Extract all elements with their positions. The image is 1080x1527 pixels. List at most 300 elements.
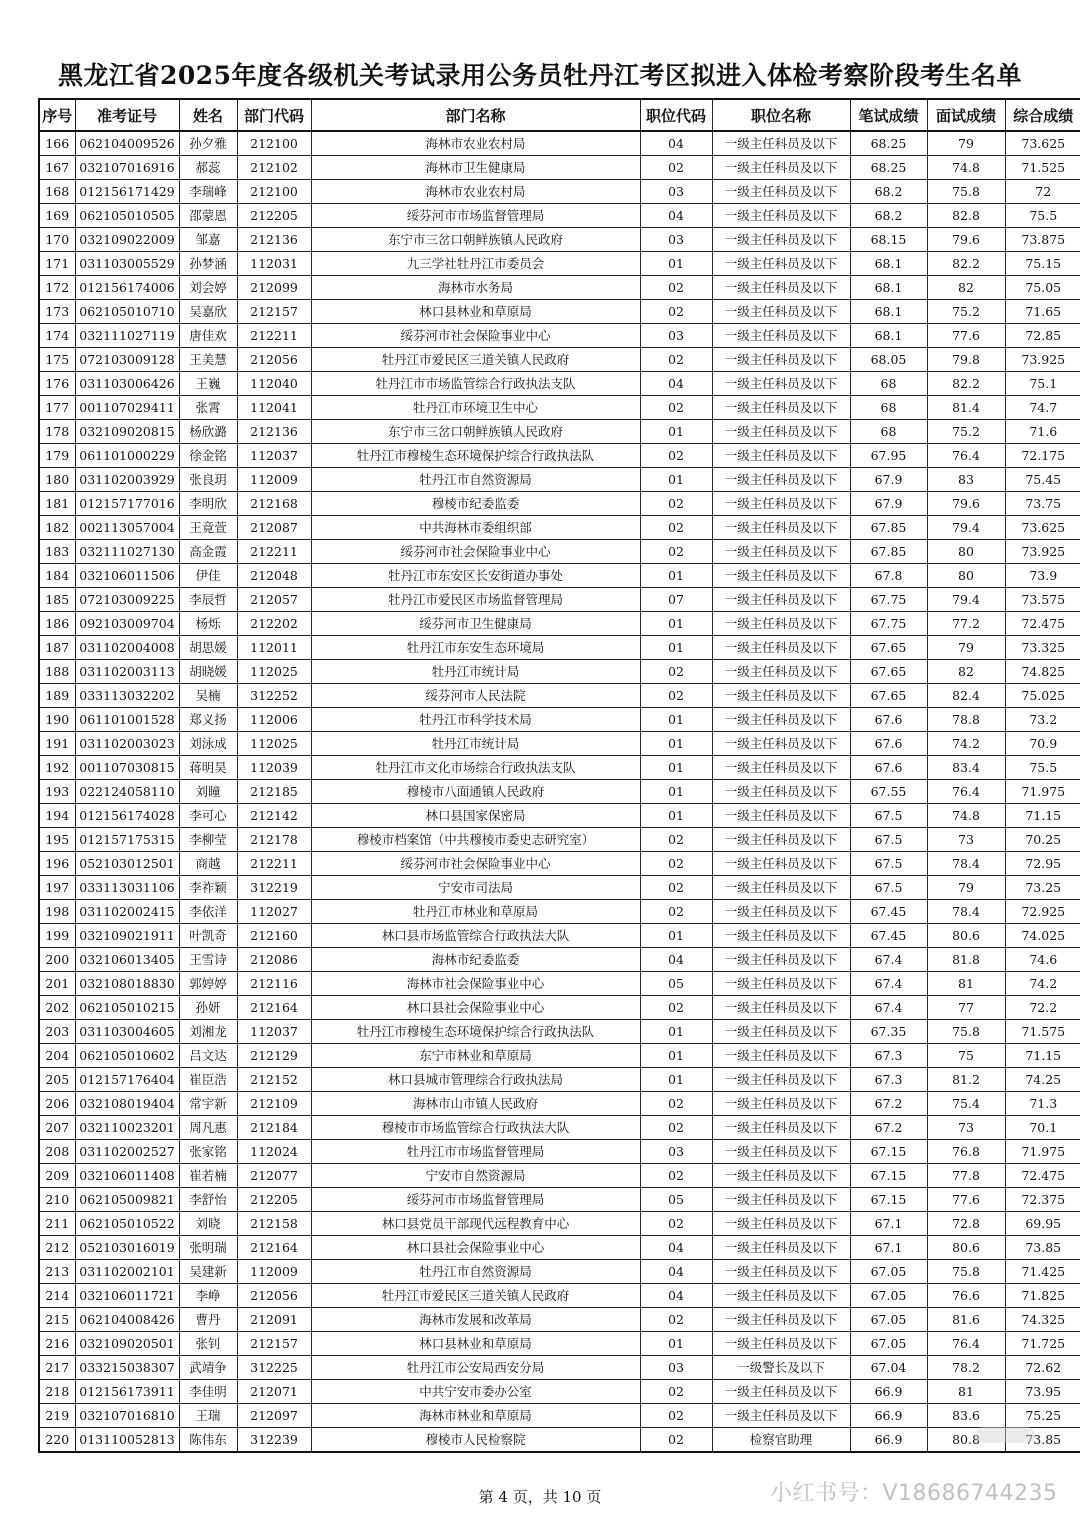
cell-col-total: 73.85: [1005, 1428, 1080, 1453]
cell-col-total: 75.15: [1005, 252, 1080, 276]
table-row: [39, 1356, 1080, 1380]
cell-col-dept-code: 112040: [237, 372, 311, 396]
cell-col-name: 武靖争: [179, 1356, 237, 1380]
cell-col-total: 73.925: [1005, 540, 1080, 564]
cell-col-total: 70.1: [1005, 1116, 1080, 1140]
cell-col-total: 74.2: [1005, 972, 1080, 996]
cell-col-post-code: 01: [640, 780, 712, 804]
cell-col-dept-name: 东宁市三岔口朝鲜族镇人民政府: [311, 420, 640, 444]
cell-col-seq: 210: [39, 1188, 75, 1212]
table-row: [39, 1284, 1080, 1308]
cell-col-written: 66.9: [850, 1428, 927, 1453]
table-row: [39, 252, 1080, 276]
cell-col-total: 71.425: [1005, 1260, 1080, 1284]
cell-col-seq: 193: [39, 780, 75, 804]
cell-col-interview: 81.8: [927, 948, 1005, 972]
cell-col-interview: 75.4: [927, 1092, 1005, 1116]
cell-col-post-name: 一级主任科员及以下: [712, 972, 850, 996]
cell-col-total: 72.62: [1005, 1356, 1080, 1380]
cell-col-post-code: 02: [640, 1308, 712, 1332]
cell-col-dept-code: 212211: [237, 540, 311, 564]
cell-col-dept-name: 海林市发展和改革局: [311, 1308, 640, 1332]
cell-col-dept-code: 212164: [237, 1236, 311, 1260]
cell-col-post-code: 02: [640, 1092, 712, 1116]
cell-col-written: 68.25: [850, 156, 927, 180]
cell-col-post-name: 一级主任科员及以下: [712, 252, 850, 276]
table-row: [39, 131, 1080, 156]
cell-col-post-code: 01: [640, 804, 712, 828]
cell-col-interview: 75.2: [927, 300, 1005, 324]
cell-col-total: 74.025: [1005, 924, 1080, 948]
cell-col-name: 孙夕雅: [179, 131, 237, 156]
cell-col-seq: 212: [39, 1236, 75, 1260]
cell-col-seq: 213: [39, 1260, 75, 1284]
cell-col-written: 68.05: [850, 348, 927, 372]
cell-col-dept-name: 海林市水务局: [311, 276, 640, 300]
cell-col-written: 67.5: [850, 876, 927, 900]
table-row: [39, 948, 1080, 972]
cell-col-post-code: 02: [640, 516, 712, 540]
cell-col-written: 67.35: [850, 1020, 927, 1044]
table-row: [39, 660, 1080, 684]
cell-col-post-name: 一级主任科员及以下: [712, 540, 850, 564]
cell-col-total: 74.6: [1005, 948, 1080, 972]
cell-col-written: 67.5: [850, 804, 927, 828]
cell-col-post-name: 一级主任科员及以下: [712, 780, 850, 804]
cell-col-seq: 172: [39, 276, 75, 300]
cell-col-dept-name: 东宁市三岔口朝鲜族镇人民政府: [311, 228, 640, 252]
cell-col-exam-id: 061101001528: [75, 708, 179, 732]
cell-col-dept-name: 牡丹江市爱民区三道关镇人民政府: [311, 1284, 640, 1308]
cell-col-seq: 192: [39, 756, 75, 780]
cell-col-post-name: 一级主任科员及以下: [712, 1044, 850, 1068]
cell-col-dept-name: 牡丹江市爱民区市场监督管理局: [311, 588, 640, 612]
cell-col-name: 杨烁: [179, 612, 237, 636]
cell-col-dept-name: 牡丹江市科学技术局: [311, 708, 640, 732]
table-row: [39, 444, 1080, 468]
cell-col-seq: 198: [39, 900, 75, 924]
cell-col-dept-code: 112025: [237, 660, 311, 684]
table-header-row: [39, 99, 1080, 131]
cell-col-exam-id: 032111027119: [75, 324, 179, 348]
cell-col-dept-name: 林口县市场监管综合行政执法大队: [311, 924, 640, 948]
cell-col-post-code: 02: [640, 660, 712, 684]
header-col-total: 综合成绩: [1005, 99, 1080, 131]
cell-col-interview: 76.8: [927, 1140, 1005, 1164]
cell-col-name: 张明瑞: [179, 1236, 237, 1260]
cell-col-name: 邹嘉: [179, 228, 237, 252]
cell-col-seq: 183: [39, 540, 75, 564]
cell-col-dept-code: 212102: [237, 156, 311, 180]
cell-col-dept-name: 林口县城市管理综合行政执法局: [311, 1068, 640, 1092]
cell-col-written: 67.1: [850, 1236, 927, 1260]
cell-col-dept-name: 牡丹江市环境卫生中心: [311, 396, 640, 420]
table-row: [39, 1116, 1080, 1140]
cell-col-post-code: 02: [640, 828, 712, 852]
cell-col-interview: 77: [927, 996, 1005, 1020]
cell-col-exam-id: 012157177016: [75, 492, 179, 516]
page-footer: 第 4 页，共 10 页: [478, 1488, 602, 1506]
cell-col-dept-code: 212100: [237, 180, 311, 204]
cell-col-interview: 81: [927, 1380, 1005, 1404]
table-row: [39, 996, 1080, 1020]
cell-col-seq: 207: [39, 1116, 75, 1140]
cell-col-post-code: 02: [640, 684, 712, 708]
cell-col-post-code: 02: [640, 1116, 712, 1140]
cell-col-interview: 78.8: [927, 708, 1005, 732]
cell-col-post-code: 04: [640, 1236, 712, 1260]
cell-col-interview: 78.2: [927, 1356, 1005, 1380]
cell-col-interview: 76.6: [927, 1284, 1005, 1308]
cell-col-written: 67.05: [850, 1284, 927, 1308]
cell-col-total: 70.9: [1005, 732, 1080, 756]
cell-col-post-code: 04: [640, 204, 712, 228]
cell-col-interview: 80.6: [927, 1236, 1005, 1260]
cell-col-post-code: 01: [640, 1044, 712, 1068]
cell-col-post-code: 01: [640, 1068, 712, 1092]
cell-col-dept-code: 212136: [237, 228, 311, 252]
cell-col-interview: 79: [927, 636, 1005, 660]
cell-col-dept-code: 312239: [237, 1428, 311, 1453]
cell-col-exam-id: 032109020501: [75, 1332, 179, 1356]
cell-col-exam-id: 031102002527: [75, 1140, 179, 1164]
cell-col-post-name: 一级主任科员及以下: [712, 828, 850, 852]
cell-col-dept-name: 绥芬河市人民法院: [311, 684, 640, 708]
cell-col-dept-name: 牡丹江市市场监管综合行政执法支队: [311, 372, 640, 396]
cell-col-name: 李祚颖: [179, 876, 237, 900]
cell-col-exam-id: 033113032202: [75, 684, 179, 708]
cell-col-dept-code: 212178: [237, 828, 311, 852]
cell-col-post-code: 01: [640, 612, 712, 636]
cell-col-total: 72: [1005, 180, 1080, 204]
cell-col-written: 67.2: [850, 1092, 927, 1116]
cell-col-name: 周凡惠: [179, 1116, 237, 1140]
cell-col-interview: 74.2: [927, 732, 1005, 756]
table-row: [39, 684, 1080, 708]
cell-col-post-code: 03: [640, 180, 712, 204]
cell-col-name: 李舒怡: [179, 1188, 237, 1212]
cell-col-dept-name: 林口县林业和草原局: [311, 1332, 640, 1356]
cell-col-exam-id: 031103006426: [75, 372, 179, 396]
table-row: [39, 1164, 1080, 1188]
cell-col-exam-id: 032106011506: [75, 564, 179, 588]
cell-col-exam-id: 022124058110: [75, 780, 179, 804]
cell-col-post-code: 02: [640, 876, 712, 900]
cell-col-post-code: 04: [640, 372, 712, 396]
table-row: [39, 588, 1080, 612]
cell-col-exam-id: 031102003023: [75, 732, 179, 756]
cell-col-post-name: 一级主任科员及以下: [712, 1380, 850, 1404]
cell-col-exam-id: 031102003929: [75, 468, 179, 492]
cell-col-interview: 77.2: [927, 612, 1005, 636]
cell-col-name: 李辰哲: [179, 588, 237, 612]
cell-col-total: 73.9: [1005, 564, 1080, 588]
cell-col-exam-id: 032111027130: [75, 540, 179, 564]
cell-col-dept-name: 东宁市林业和草原局: [311, 1044, 640, 1068]
cell-col-interview: 79.6: [927, 228, 1005, 252]
cell-col-dept-name: 穆棱市人民检察院: [311, 1428, 640, 1453]
cell-col-post-code: 02: [640, 396, 712, 420]
cell-col-post-name: 一级主任科员及以下: [712, 156, 850, 180]
cell-col-post-name: 一级主任科员及以下: [712, 131, 850, 156]
cell-col-interview: 77.6: [927, 324, 1005, 348]
cell-col-total: 72.175: [1005, 444, 1080, 468]
cell-col-dept-code: 312219: [237, 876, 311, 900]
cell-col-interview: 78.4: [927, 900, 1005, 924]
table-row: [39, 732, 1080, 756]
cell-col-written: 67.2: [850, 1116, 927, 1140]
cell-col-name: 吴嘉欣: [179, 300, 237, 324]
cell-col-seq: 184: [39, 564, 75, 588]
watermark: 小红书号：V18686744235: [770, 1481, 1058, 1506]
cell-col-post-code: 01: [640, 732, 712, 756]
cell-col-name: 郝蕊: [179, 156, 237, 180]
cell-col-dept-code: 212071: [237, 1380, 311, 1404]
cell-col-interview: 79.6: [927, 492, 1005, 516]
header-col-dept-code: 部门代码: [237, 99, 311, 131]
cell-col-exam-id: 062104009526: [75, 131, 179, 156]
cell-col-total: 74.325: [1005, 1308, 1080, 1332]
cell-col-post-name: 一级主任科员及以下: [712, 756, 850, 780]
cell-col-written: 66.9: [850, 1380, 927, 1404]
cell-col-exam-id: 012156171429: [75, 180, 179, 204]
cell-col-post-code: 02: [640, 300, 712, 324]
cell-col-written: 66.9: [850, 1404, 927, 1428]
cell-col-interview: 73: [927, 828, 1005, 852]
cell-col-dept-name: 海林市卫生健康局: [311, 156, 640, 180]
cell-col-dept-name: 牡丹江市统计局: [311, 732, 640, 756]
cell-col-post-code: 07: [640, 588, 712, 612]
cell-col-exam-id: 012157176404: [75, 1068, 179, 1092]
cell-col-exam-id: 062105010710: [75, 300, 179, 324]
cell-col-post-code: 03: [640, 1140, 712, 1164]
cell-col-name: 崔臣浩: [179, 1068, 237, 1092]
cell-col-post-name: 一级主任科员及以下: [712, 348, 850, 372]
cell-col-name: 王竟萱: [179, 516, 237, 540]
cell-col-written: 67.45: [850, 900, 927, 924]
table-row: [39, 780, 1080, 804]
cell-col-exam-id: 031103005529: [75, 252, 179, 276]
cell-col-dept-name: 牡丹江市爱民区三道关镇人民政府: [311, 348, 640, 372]
table-row: [39, 900, 1080, 924]
table-row: [39, 804, 1080, 828]
cell-col-interview: 82.8: [927, 204, 1005, 228]
cell-col-written: 68.2: [850, 204, 927, 228]
cell-col-post-name: 一级主任科员及以下: [712, 948, 850, 972]
table-row: [39, 1380, 1080, 1404]
cell-col-written: 67.4: [850, 996, 927, 1020]
cell-col-name: 王雪诗: [179, 948, 237, 972]
cell-col-post-name: 一级主任科员及以下: [712, 1404, 850, 1428]
cell-col-total: 70.25: [1005, 828, 1080, 852]
cell-col-post-name: 一级主任科员及以下: [712, 564, 850, 588]
cell-col-total: 71.975: [1005, 780, 1080, 804]
cell-col-total: 75.5: [1005, 204, 1080, 228]
cell-col-interview: 79.4: [927, 516, 1005, 540]
cell-col-post-name: 一级主任科员及以下: [712, 276, 850, 300]
table-row: [39, 612, 1080, 636]
cell-col-exam-id: 052103012501: [75, 852, 179, 876]
cell-col-seq: 174: [39, 324, 75, 348]
cell-col-name: 李瑞峰: [179, 180, 237, 204]
cell-col-written: 67.15: [850, 1140, 927, 1164]
cell-col-interview: 80: [927, 540, 1005, 564]
cell-col-seq: 214: [39, 1284, 75, 1308]
cell-col-post-name: 一级主任科员及以下: [712, 900, 850, 924]
cell-col-name: 王瑞: [179, 1404, 237, 1428]
table-row: [39, 1404, 1080, 1428]
cell-col-seq: 200: [39, 948, 75, 972]
cell-col-seq: 190: [39, 708, 75, 732]
cell-col-post-code: 02: [640, 540, 712, 564]
table-row: [39, 396, 1080, 420]
cell-col-total: 75.025: [1005, 684, 1080, 708]
cell-col-written: 67.45: [850, 924, 927, 948]
cell-col-written: 67.95: [850, 444, 927, 468]
cell-col-seq: 185: [39, 588, 75, 612]
cell-col-written: 68.1: [850, 276, 927, 300]
cell-col-post-code: 02: [640, 1404, 712, 1428]
cell-col-total: 75.25: [1005, 1404, 1080, 1428]
cell-col-exam-id: 062105009821: [75, 1188, 179, 1212]
cell-col-post-code: 01: [640, 1020, 712, 1044]
cell-col-dept-name: 海林市纪委监委: [311, 948, 640, 972]
cell-col-name: 孙梦涵: [179, 252, 237, 276]
table-row: [39, 1068, 1080, 1092]
table-row: [39, 204, 1080, 228]
cell-col-post-name: 一级主任科员及以下: [712, 300, 850, 324]
cell-col-dept-code: 212057: [237, 588, 311, 612]
cell-col-name: 崔若楠: [179, 1164, 237, 1188]
cell-col-exam-id: 031102002415: [75, 900, 179, 924]
cell-col-interview: 82: [927, 660, 1005, 684]
cell-col-dept-code: 212158: [237, 1212, 311, 1236]
table-row: [39, 348, 1080, 372]
cell-col-total: 73.75: [1005, 492, 1080, 516]
cell-col-name: 王巍: [179, 372, 237, 396]
cell-col-total: 73.625: [1005, 516, 1080, 540]
cell-col-dept-name: 牡丹江市统计局: [311, 660, 640, 684]
cell-col-interview: 78.4: [927, 852, 1005, 876]
cell-col-seq: 166: [39, 131, 75, 156]
cell-col-dept-code: 212142: [237, 804, 311, 828]
cell-col-seq: 209: [39, 1164, 75, 1188]
cell-col-dept-code: 212157: [237, 300, 311, 324]
cell-col-dept-code: 212097: [237, 1404, 311, 1428]
cell-col-name: 叶凯奇: [179, 924, 237, 948]
cell-col-written: 67.75: [850, 612, 927, 636]
cell-col-interview: 81.2: [927, 1068, 1005, 1092]
cell-col-name: 张良玥: [179, 468, 237, 492]
cell-col-post-code: 05: [640, 972, 712, 996]
cell-col-interview: 75.8: [927, 1260, 1005, 1284]
table-body: [39, 131, 1080, 1452]
cell-col-seq: 191: [39, 732, 75, 756]
cell-col-interview: 75.8: [927, 180, 1005, 204]
cell-col-written: 68: [850, 372, 927, 396]
cell-col-written: 68: [850, 396, 927, 420]
cell-col-post-name: 一级主任科员及以下: [712, 708, 850, 732]
cell-col-exam-id: 062105010505: [75, 204, 179, 228]
cell-col-seq: 186: [39, 612, 75, 636]
cell-col-dept-name: 牡丹江市穆棱生态环境保护综合行政执法队: [311, 444, 640, 468]
cell-col-seq: 196: [39, 852, 75, 876]
cell-col-dept-name: 林口县社会保险事业中心: [311, 996, 640, 1020]
cell-col-written: 67.5: [850, 828, 927, 852]
cell-col-total: 72.475: [1005, 1164, 1080, 1188]
cell-col-interview: 80: [927, 564, 1005, 588]
cell-col-total: 73.85: [1005, 1236, 1080, 1260]
cell-col-post-name: 一级主任科员及以下: [712, 1236, 850, 1260]
cell-col-dept-code: 212202: [237, 612, 311, 636]
table-row: [39, 1044, 1080, 1068]
cell-col-written: 67.8: [850, 564, 927, 588]
cell-col-exam-id: 072103009128: [75, 348, 179, 372]
header-col-name: 姓名: [179, 99, 237, 131]
cell-col-written: 67.3: [850, 1044, 927, 1068]
cell-col-interview: 79.8: [927, 348, 1005, 372]
cell-col-exam-id: 032106011721: [75, 1284, 179, 1308]
cell-col-seq: 169: [39, 204, 75, 228]
table-row: [39, 1308, 1080, 1332]
cell-col-exam-id: 032106013405: [75, 948, 179, 972]
cell-col-name: 李佳明: [179, 1380, 237, 1404]
cell-col-interview: 72.8: [927, 1212, 1005, 1236]
cell-col-dept-code: 112037: [237, 1020, 311, 1044]
cell-col-post-name: 一级主任科员及以下: [712, 1068, 850, 1092]
cell-col-total: 72.85: [1005, 324, 1080, 348]
cell-col-name: 徐金铭: [179, 444, 237, 468]
cell-col-dept-code: 112011: [237, 636, 311, 660]
cell-col-post-name: 一级主任科员及以下: [712, 1284, 850, 1308]
cell-col-interview: 74.8: [927, 156, 1005, 180]
cell-col-exam-id: 002113057004: [75, 516, 179, 540]
header-col-post-name: 职位名称: [712, 99, 850, 131]
cell-col-post-name: 一级主任科员及以下: [712, 1212, 850, 1236]
cell-col-post-code: 04: [640, 131, 712, 156]
cell-col-exam-id: 032108018830: [75, 972, 179, 996]
cell-col-dept-name: 林口县国家保密局: [311, 804, 640, 828]
cell-col-post-code: 05: [640, 1188, 712, 1212]
cell-col-written: 67.1: [850, 1212, 927, 1236]
cell-col-dept-name: 绥芬河市卫生健康局: [311, 612, 640, 636]
cell-col-total: 73.95: [1005, 1380, 1080, 1404]
page-title: 黑龙江省2025年度各级机关考试录用公务员牡丹江考区拟进入体检考察阶段考生名单: [57, 61, 1023, 90]
cell-col-dept-name: 牡丹江市自然资源局: [311, 1260, 640, 1284]
cell-col-dept-name: 林口县社会保险事业中心: [311, 1236, 640, 1260]
cell-col-exam-id: 052103016019: [75, 1236, 179, 1260]
cell-col-exam-id: 072103009225: [75, 588, 179, 612]
cell-col-seq: 199: [39, 924, 75, 948]
candidate-table: [38, 98, 1080, 1453]
table-row: [39, 540, 1080, 564]
cell-col-total: 69.95: [1005, 1212, 1080, 1236]
cell-col-written: 67.4: [850, 972, 927, 996]
cell-col-written: 67.65: [850, 660, 927, 684]
table-row: [39, 300, 1080, 324]
cell-col-name: 商越: [179, 852, 237, 876]
cell-col-name: 刘泳成: [179, 732, 237, 756]
cell-col-post-code: 02: [640, 1380, 712, 1404]
cell-col-name: 陈伟东: [179, 1428, 237, 1453]
table-row: [39, 516, 1080, 540]
table-row: [39, 1428, 1080, 1453]
cell-col-interview: 75: [927, 1044, 1005, 1068]
cell-col-exam-id: 031102002101: [75, 1260, 179, 1284]
cell-col-post-code: 01: [640, 420, 712, 444]
cell-col-exam-id: 062104008426: [75, 1308, 179, 1332]
cell-col-dept-code: 212205: [237, 1188, 311, 1212]
